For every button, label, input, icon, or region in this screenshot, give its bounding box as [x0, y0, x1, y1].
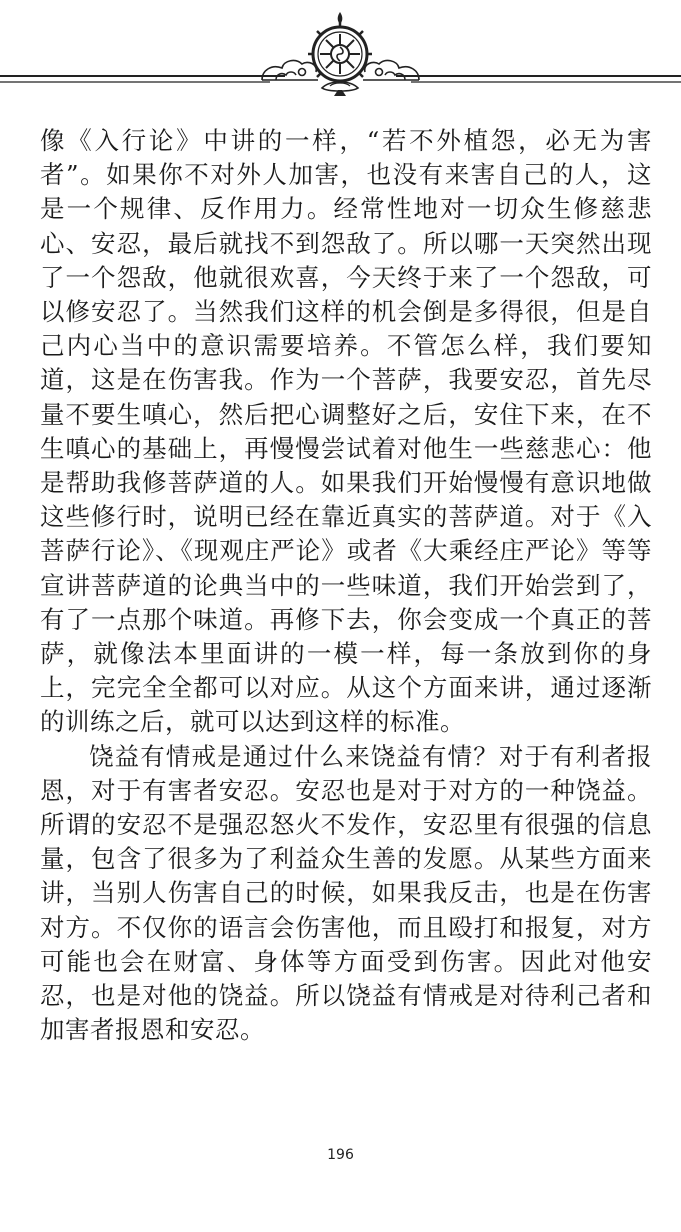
paragraph: 像《入行论》中讲的一样，“若不外植怨，必无为害者”。如果你不对外人加害，也没有来害自己的人，这是一个规律、反作用力。经常性地对一切众生修慈悲心、安忍，最后就找不到怨敌了。所以哪一天突然出现了一个怨敌，他就很欢喜，今天终于来了一个怨敌，可以修安忍了。当然我们这样的机会倒是多得很，但是自己内心当中的意识需要培养。不管怎么样，我们要知道，这是在伤害我。作为一个菩萨，我要安忍，首先尽量不要生嗔心，然后把心调整好之后，安住下来，在不生嗔心的基础上，再慢慢尝试着对他生一些慈悲心：他是帮助我修菩萨道的人。如果我们开始慢慢有意识地做这些修行时，说明已经在靠近真实的菩萨道。对于《入菩萨行论》、《现观庄严论》或者《大乘经庄严论》等等宣讲菩萨道的论典当中的一些味道，我们开始尝到了，有了一点那个味道。再修下去，你会变成一个真正的菩萨，就像法本里面讲的一模一样，每一条放到你的身上，完完全全都可以对应。从这个方面来讲，通过逐渐的训练之后，就可以达到这样的标准。	[40, 126, 652, 737]
dharma-wheel-icon	[308, 12, 372, 96]
page-number: 196	[327, 1147, 354, 1163]
paragraph: 饶益有情戒是通过什么来饶益有情？对于有利者报恩，对于有害者安忍。安忍也是对于对方的一种饶益。所谓的安忍不是强忍怒火不发作，安忍里有很强的信息量，包含了很多为了利益众生善的发愿。从某些方面来讲，当别人伤害自己的时候，如果我反击，也是在伤害对方。不仅你的语言会伤害他，而且殴打和报复，对方可能也会在财富、身体等方面受到伤害。因此对他安忍，也是对他的饶益。所以饶益有情戒是对待利己者和加害者报恩和安忍。	[40, 741, 652, 1045]
right-cloud-icon	[363, 61, 419, 80]
left-cloud-icon	[262, 61, 318, 80]
body-text	[40, 124, 652, 1047]
header-ornament	[0, 0, 681, 110]
